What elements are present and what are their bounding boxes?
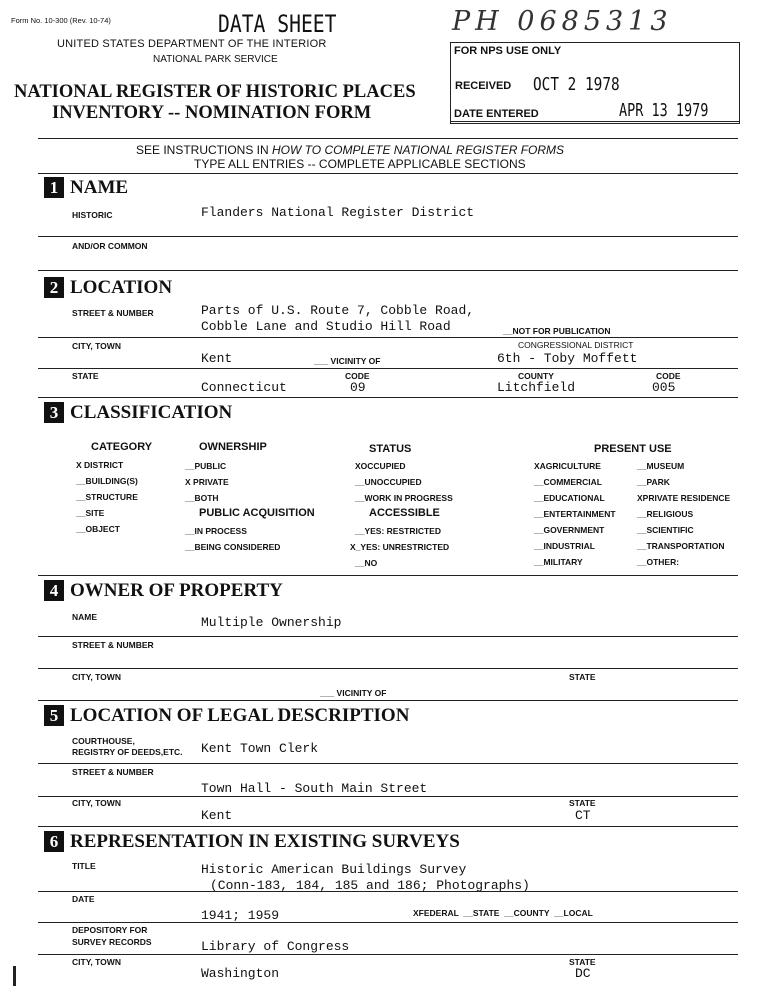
depository-label-line1: DEPOSITORY FOR <box>72 925 148 935</box>
section-2-title: LOCATION <box>70 277 173 298</box>
depository-label-line2: SURVEY RECORDS <box>72 937 152 947</box>
form-title-line2: INVENTORY -- NOMINATION FORM <box>52 103 372 123</box>
instructions-prefix: SEE INSTRUCTIONS IN <box>136 143 273 157</box>
legal-city-value: Kent <box>201 808 233 823</box>
instructions-publication: HOW TO COMPLETE NATIONAL REGISTER FORMS <box>272 143 565 157</box>
department-line: UNITED STATES DEPARTMENT OF THE INTERIOR <box>57 38 327 50</box>
use-educational: __EDUCATIONAL <box>534 493 605 503</box>
category-heading: CATEGORY <box>91 441 153 453</box>
category-structure: __STRUCTURE <box>76 492 138 502</box>
state-code-value: 09 <box>350 380 366 395</box>
street-number-label: STREET & NUMBER <box>72 308 154 318</box>
county-code-value: 005 <box>652 380 676 395</box>
section-3-number: 3 <box>44 402 64 423</box>
section-6-title: REPRESENTATION IN EXISTING SURVEYS <box>70 831 460 852</box>
margin-mark <box>13 966 16 986</box>
survey-city-value: Washington <box>201 966 280 981</box>
acquisition-being-considered: __BEING CONSIDERED <box>185 542 281 552</box>
courthouse-value: Kent Town Clerk <box>201 741 319 756</box>
use-scientific: __SCIENTIFIC <box>637 525 694 535</box>
ownership-public: __PUBLIC <box>185 461 227 471</box>
section-1-title: NAME <box>70 177 129 198</box>
data-sheet-stamp: DATA SHEET <box>218 10 337 38</box>
acquisition-in-process: __IN PROCESS <box>185 526 247 536</box>
survey-state-label: STATE <box>569 957 596 967</box>
survey-city-label: CITY, TOWN <box>72 957 121 967</box>
legal-state-label: STATE <box>569 798 596 808</box>
owner-name-value: Multiple Ownership <box>201 615 342 630</box>
owner-state-label: STATE <box>569 672 596 682</box>
use-private-residence: XPRIVATE RESIDENCE <box>637 493 731 503</box>
accessible-restricted: __YES: RESTRICTED <box>355 526 441 536</box>
section-4-title: OWNER OF PROPERTY <box>70 580 283 601</box>
section-2-number: 2 <box>44 277 64 298</box>
service-line: NATIONAL PARK SERVICE <box>153 54 278 65</box>
use-religious: __RELIGIOUS <box>637 509 694 519</box>
accessible-heading: ACCESSIBLE <box>369 507 440 519</box>
county-value: Litchfield <box>497 380 576 395</box>
section-5-number: 5 <box>44 705 64 726</box>
category-district: X DISTRICT <box>76 460 124 470</box>
owner-city-label: CITY, TOWN <box>72 672 121 682</box>
owner-name-label: NAME <box>72 612 98 622</box>
instructions-line2: TYPE ALL ENTRIES -- COMPLETE APPLICABLE SECTIONS <box>194 157 526 171</box>
status-heading: STATUS <box>369 443 412 455</box>
use-commercial: __COMMERCIAL <box>534 477 603 487</box>
instructions-line1 <box>136 143 564 157</box>
nps-use-box <box>450 42 740 124</box>
present-use-heading: PRESENT USE <box>594 443 672 455</box>
legal-street-value: Town Hall - South Main Street <box>201 781 428 796</box>
county-code-label: CODE <box>656 371 681 381</box>
survey-date-value: 1941; 1959 <box>201 908 280 923</box>
use-transportation: __TRANSPORTATION <box>637 541 725 551</box>
county-label: COUNTY <box>518 371 554 381</box>
nps-box-title: FOR NPS USE ONLY <box>454 45 562 57</box>
use-industrial: __INDUSTRIAL <box>534 541 595 551</box>
survey-date-label: DATE <box>72 894 95 904</box>
ownership-both: __BOTH <box>185 493 219 503</box>
received-label: RECEIVED <box>455 80 512 92</box>
use-other: __OTHER: <box>637 557 680 567</box>
state-code-label: CODE <box>345 371 370 381</box>
legal-state-value: CT <box>575 808 591 823</box>
category-object: __OBJECT <box>76 524 120 534</box>
date-entered-stamp: APR 13 1979 <box>619 100 709 121</box>
survey-title-line2: (Conn-183, 184, 185 and 186; Photographs) <box>210 878 530 893</box>
status-work-in-progress: __WORK IN PROGRESS <box>355 493 453 503</box>
owner-street-label: STREET & NUMBER <box>72 640 154 650</box>
form-title-line1: NATIONAL REGISTER OF HISTORIC PLACES <box>14 82 416 102</box>
legal-street-label: STREET & NUMBER <box>72 767 154 777</box>
survey-title-label: TITLE <box>72 861 96 871</box>
owner-vicinity-of: ___ VICINITY OF <box>320 688 387 698</box>
vicinity-of: ___ VICINITY OF <box>314 356 381 366</box>
ownership-private: X PRIVATE <box>185 477 229 487</box>
historic-name-value: Flanders National Register District <box>201 205 475 220</box>
courthouse-label-line1: COURTHOUSE, <box>72 736 135 746</box>
section-5-title: LOCATION OF LEGAL DESCRIPTION <box>70 705 410 726</box>
section-3-title: CLASSIFICATION <box>70 402 233 423</box>
status-occupied: XOCCUPIED <box>355 461 406 471</box>
section-6-number: 6 <box>44 831 64 852</box>
common-name-label: AND/OR COMMON <box>72 241 148 251</box>
use-government: __GOVERNMENT <box>534 525 605 535</box>
category-buildings: __BUILDING(S) <box>76 476 138 486</box>
ownership-heading: OWNERSHIP <box>199 441 267 453</box>
accessible-no: __NO <box>355 558 378 568</box>
section-1-number: 1 <box>44 177 64 198</box>
congressional-district-value: 6th - Toby Moffett <box>497 351 638 366</box>
survey-levels: XFEDERAL __STATE __COUNTY __LOCAL <box>413 908 593 918</box>
survey-state-value: DC <box>575 966 591 981</box>
received-stamp: OCT 2 1978 <box>533 74 620 95</box>
category-site: __SITE <box>76 508 105 518</box>
not-for-publication: __NOT FOR PUBLICATION <box>503 326 611 336</box>
use-museum: __MUSEUM <box>637 461 685 471</box>
state-label: STATE <box>72 371 99 381</box>
state-value: Connecticut <box>201 380 287 395</box>
use-entertainment: __ENTERTAINMENT <box>534 509 616 519</box>
use-agriculture: XAGRICULTURE <box>534 461 601 471</box>
use-park: __PARK <box>637 477 670 487</box>
courthouse-label-line2: REGISTRY OF DEEDS,ETC. <box>72 747 183 757</box>
accessible-unrestricted: X_YES: UNRESTRICTED <box>350 542 450 552</box>
handwritten-reference: PH 0685313 <box>452 6 673 37</box>
city-value: Kent <box>201 351 233 366</box>
street-value-line1: Parts of U.S. Route 7, Cobble Road, <box>201 303 475 318</box>
legal-city-label: CITY, TOWN <box>72 798 121 808</box>
section-4-number: 4 <box>44 580 64 601</box>
street-value-line2: Cobble Lane and Studio Hill Road <box>201 319 451 334</box>
date-entered-label: DATE ENTERED <box>454 108 539 120</box>
city-town-label: CITY, TOWN <box>72 341 121 351</box>
congressional-district-label: CONGRESSIONAL DISTRICT <box>518 340 634 350</box>
public-acquisition-heading: PUBLIC ACQUISITION <box>199 507 315 519</box>
use-military: __MILITARY <box>534 557 583 567</box>
survey-title-line1: Historic American Buildings Survey <box>201 862 467 877</box>
historic-label: HISTORIC <box>72 210 113 220</box>
depository-value: Library of Congress <box>201 939 350 954</box>
status-unoccupied: __UNOCCUPIED <box>355 477 422 487</box>
form-number: Form No. 10-300 (Rev. 10-74) <box>11 16 111 25</box>
